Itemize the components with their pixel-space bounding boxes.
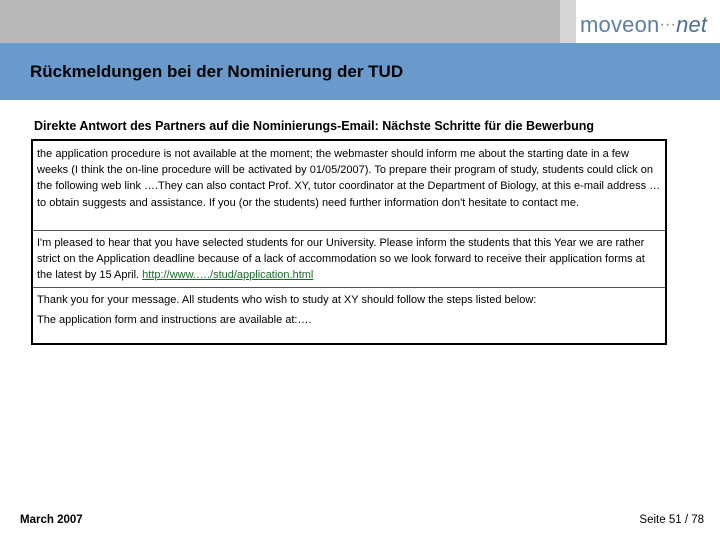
logo-main-text: moveon xyxy=(580,12,660,37)
response-1: the application procedure is not available at the moment; the webmaster should inform me about the starting date in a few weeks (I think the on-line procedure will be activated by 01/05/2007). To prepare their program of study, students could click on the following web link ….They can also contact Prof. XY, tutor coordinator at the Department of Biology, at this e-mail address … to obtain suggests and assistance. If you (or the students) need further information don't hesitate to contact me. xyxy=(37,148,661,209)
response-separator xyxy=(33,287,665,288)
title-band-right xyxy=(576,43,720,100)
moveon-net-logo xyxy=(580,12,707,38)
header-top-band xyxy=(0,0,560,43)
response-3-line-1: Thank you for your message. All students who wish to study at XY should follow the steps listed below: xyxy=(37,294,537,306)
footer-date: March 2007 xyxy=(20,514,83,526)
partner-responses-box xyxy=(31,139,667,345)
response-2 xyxy=(37,235,661,284)
slide-title: Rückmeldungen bei der Nominierung der TUD xyxy=(30,62,404,81)
response-3-line-2: The application form and instructions are available at:…. xyxy=(37,314,312,327)
logo-suffix-text: net xyxy=(676,12,708,37)
response-2-text: I'm pleased to hear that you have selected students for our University. Please inform the students that this Year we are rather strict on the Application deadline because of a lack of accommodation so we look forward to receive their application forms at the latest by 15 April. xyxy=(37,237,645,282)
logo-dots: ··· xyxy=(659,16,677,33)
application-link[interactable]: http://www.…./stud/application.html xyxy=(142,269,314,282)
response-3 xyxy=(37,292,661,328)
header-divider xyxy=(560,0,576,43)
response-separator xyxy=(33,230,665,231)
footer-page-number: Seite 51 / 78 xyxy=(639,514,704,526)
section-subheading: Direkte Antwort des Partners auf die Nominierungs-Email: Nächste Schritte für die Bewerbung xyxy=(34,119,595,133)
